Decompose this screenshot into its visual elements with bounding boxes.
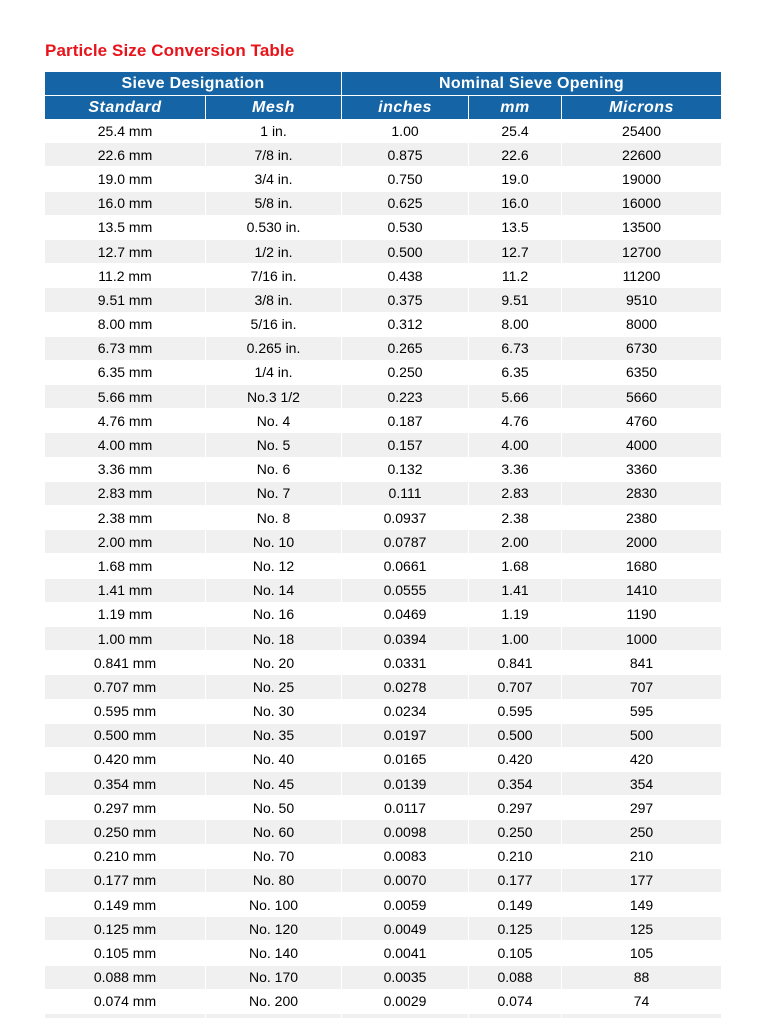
cell-mm: 11.2 <box>469 264 562 288</box>
cell-mesh: No. 10 <box>206 530 342 554</box>
cell-mm: 22.6 <box>469 143 562 167</box>
cell-inches: 0.0035 <box>342 966 469 990</box>
cell-microns: 1190 <box>562 603 721 627</box>
cell-mesh: 1 in. <box>206 119 342 143</box>
cell-inches: 0.157 <box>342 433 469 457</box>
table-row <box>45 893 721 917</box>
cell-mm: 1.00 <box>469 627 562 651</box>
cell-mesh: No. 50 <box>206 796 342 820</box>
cell-inches: 0.312 <box>342 313 469 337</box>
header-column-row <box>45 95 721 119</box>
cell-mm: 0.354 <box>469 772 562 796</box>
cell-microns: 2000 <box>562 530 721 554</box>
table-body <box>45 119 721 1019</box>
cell-inches: 0.0059 <box>342 893 469 917</box>
cell-mesh: No. 18 <box>206 627 342 651</box>
cell-microns: 6730 <box>562 337 721 361</box>
table-row <box>45 143 721 167</box>
cell-standard: 6.35 mm <box>45 361 206 385</box>
cell-standard: 0.354 mm <box>45 772 206 796</box>
cell-inches: 0.438 <box>342 264 469 288</box>
cell-mesh: No. 14 <box>206 579 342 603</box>
cell-mesh: No. 4 <box>206 409 342 433</box>
cell-standard: 2.83 mm <box>45 482 206 506</box>
cell-standard: 5.66 mm <box>45 385 206 409</box>
cell-standard: 4.76 mm <box>45 409 206 433</box>
cell-microns: 25400 <box>562 119 721 143</box>
cell-mesh: 1/4 in. <box>206 361 342 385</box>
table-row <box>45 119 721 143</box>
cell-standard: 1.00 mm <box>45 627 206 651</box>
cell-mm: 16.0 <box>469 192 562 216</box>
cell-mesh: No. 60 <box>206 820 342 844</box>
cell-inches: 0.0197 <box>342 724 469 748</box>
cell-mesh: No. 20 <box>206 651 342 675</box>
cell-microns: 420 <box>562 748 721 772</box>
table-row <box>45 869 721 893</box>
cell-mm: 6.35 <box>469 361 562 385</box>
cell-standard: 0.707 mm <box>45 675 206 699</box>
cell-inches: 0.0278 <box>342 675 469 699</box>
cell-standard: 0.105 mm <box>45 941 206 965</box>
spacer-cell <box>206 1014 342 1019</box>
table-row <box>45 506 721 530</box>
cell-mesh: No. 100 <box>206 893 342 917</box>
table-row <box>45 409 721 433</box>
cell-microns: 88 <box>562 966 721 990</box>
cell-standard: 0.177 mm <box>45 869 206 893</box>
cell-mesh: 1/2 in. <box>206 240 342 264</box>
table-row <box>45 192 721 216</box>
cell-inches: 0.250 <box>342 361 469 385</box>
column-header-mesh: Mesh <box>206 95 342 119</box>
spacer-cell <box>342 1014 469 1019</box>
cell-mm: 5.66 <box>469 385 562 409</box>
cell-mesh: No.3 1/2 <box>206 385 342 409</box>
table-row <box>45 264 721 288</box>
cell-mm: 4.76 <box>469 409 562 433</box>
table-row <box>45 530 721 554</box>
cell-inches: 0.0041 <box>342 941 469 965</box>
cell-inches: 0.750 <box>342 167 469 191</box>
cell-microns: 2830 <box>562 482 721 506</box>
cell-inches: 0.0117 <box>342 796 469 820</box>
cell-inches: 0.0234 <box>342 700 469 724</box>
cell-inches: 0.500 <box>342 240 469 264</box>
cell-inches: 0.530 <box>342 216 469 240</box>
cell-standard: 0.595 mm <box>45 700 206 724</box>
cell-mesh: No. 140 <box>206 941 342 965</box>
cell-microns: 13500 <box>562 216 721 240</box>
cell-microns: 1000 <box>562 627 721 651</box>
cell-standard: 1.68 mm <box>45 554 206 578</box>
table-row <box>45 313 721 337</box>
cell-mm: 0.595 <box>469 700 562 724</box>
cell-inches: 0.0098 <box>342 820 469 844</box>
cell-mesh: No. 16 <box>206 603 342 627</box>
page-title: Particle Size Conversion Table <box>45 41 295 60</box>
cell-mm: 1.41 <box>469 579 562 603</box>
cell-standard: 0.149 mm <box>45 893 206 917</box>
cell-mm: 3.36 <box>469 458 562 482</box>
table-row <box>45 337 721 361</box>
cell-microns: 595 <box>562 700 721 724</box>
spacer-cell <box>469 1014 562 1019</box>
cell-standard: 0.500 mm <box>45 724 206 748</box>
cell-microns: 9510 <box>562 288 721 312</box>
table-row <box>45 917 721 941</box>
cell-mm: 0.210 <box>469 845 562 869</box>
cell-standard: 12.7 mm <box>45 240 206 264</box>
cell-standard: 8.00 mm <box>45 313 206 337</box>
cell-inches: 0.223 <box>342 385 469 409</box>
table-row <box>45 941 721 965</box>
cell-mm: 25.4 <box>469 119 562 143</box>
cell-inches: 0.0165 <box>342 748 469 772</box>
cell-standard: 0.297 mm <box>45 796 206 820</box>
cell-mesh: 0.530 in. <box>206 216 342 240</box>
cell-inches: 0.0555 <box>342 579 469 603</box>
group-sieve-designation: Sieve Designation <box>45 72 342 95</box>
spacer-cell <box>562 1014 721 1019</box>
table-row <box>45 627 721 651</box>
cell-microns: 4760 <box>562 409 721 433</box>
cell-microns: 19000 <box>562 167 721 191</box>
cell-mesh: No. 170 <box>206 966 342 990</box>
cell-mesh: 7/16 in. <box>206 264 342 288</box>
cell-microns: 297 <box>562 796 721 820</box>
cell-standard: 0.088 mm <box>45 966 206 990</box>
column-header-inches: inches <box>342 95 469 119</box>
cell-inches: 0.625 <box>342 192 469 216</box>
cell-standard: 2.38 mm <box>45 506 206 530</box>
cell-mm: 4.00 <box>469 433 562 457</box>
cell-mesh: No. 40 <box>206 748 342 772</box>
cell-mesh: 7/8 in. <box>206 143 342 167</box>
cell-microns: 74 <box>562 990 721 1014</box>
cell-inches: 0.187 <box>342 409 469 433</box>
column-header-standard: Standard <box>45 95 206 119</box>
cell-mesh: No. 25 <box>206 675 342 699</box>
table-row <box>45 385 721 409</box>
cell-microns: 5660 <box>562 385 721 409</box>
cell-mm: 0.841 <box>469 651 562 675</box>
cell-microns: 6350 <box>562 361 721 385</box>
cell-mm: 19.0 <box>469 167 562 191</box>
table-row <box>45 458 721 482</box>
cell-standard: 1.19 mm <box>45 603 206 627</box>
cell-standard: 2.00 mm <box>45 530 206 554</box>
column-header-microns: Microns <box>562 95 721 119</box>
cell-standard: 25.4 mm <box>45 119 206 143</box>
cell-mm: 0.149 <box>469 893 562 917</box>
cell-mesh: No. 8 <box>206 506 342 530</box>
cell-inches: 0.0083 <box>342 845 469 869</box>
cell-inches: 0.265 <box>342 337 469 361</box>
cell-mm: 0.707 <box>469 675 562 699</box>
table-row <box>45 433 721 457</box>
cell-inches: 0.0394 <box>342 627 469 651</box>
cell-mesh: No. 6 <box>206 458 342 482</box>
cell-standard: 0.210 mm <box>45 845 206 869</box>
cell-mm: 0.125 <box>469 917 562 941</box>
cell-mm: 0.500 <box>469 724 562 748</box>
cell-microns: 3360 <box>562 458 721 482</box>
table-row <box>45 990 721 1014</box>
table-row <box>45 288 721 312</box>
cell-microns: 125 <box>562 917 721 941</box>
cell-mesh: No. 200 <box>206 990 342 1014</box>
cell-standard: 9.51 mm <box>45 288 206 312</box>
cell-mm: 0.074 <box>469 990 562 1014</box>
cell-inches: 0.0029 <box>342 990 469 1014</box>
table-row <box>45 579 721 603</box>
cell-standard: 1.41 mm <box>45 579 206 603</box>
group-nominal-sieve-opening: Nominal Sieve Opening <box>342 72 721 95</box>
cell-microns: 4000 <box>562 433 721 457</box>
cell-microns: 250 <box>562 820 721 844</box>
cell-standard: 13.5 mm <box>45 216 206 240</box>
cell-mm: 0.420 <box>469 748 562 772</box>
cell-mesh: No. 80 <box>206 869 342 893</box>
cell-mm: 12.7 <box>469 240 562 264</box>
table-row <box>45 216 721 240</box>
table-row <box>45 167 721 191</box>
cell-microns: 1410 <box>562 579 721 603</box>
cell-inches: 0.375 <box>342 288 469 312</box>
table-row <box>45 554 721 578</box>
cell-mm: 1.19 <box>469 603 562 627</box>
cell-mm: 1.68 <box>469 554 562 578</box>
cell-standard: 0.125 mm <box>45 917 206 941</box>
table-row <box>45 603 721 627</box>
cell-microns: 11200 <box>562 264 721 288</box>
conversion-table <box>45 72 721 1019</box>
cell-mesh: No. 120 <box>206 917 342 941</box>
table-row <box>45 772 721 796</box>
cell-mm: 0.088 <box>469 966 562 990</box>
cell-microns: 8000 <box>562 313 721 337</box>
cell-standard: 16.0 mm <box>45 192 206 216</box>
cell-microns: 16000 <box>562 192 721 216</box>
cell-inches: 0.0469 <box>342 603 469 627</box>
table-row <box>45 724 721 748</box>
cell-inches: 0.0070 <box>342 869 469 893</box>
cell-standard: 3.36 mm <box>45 458 206 482</box>
cell-microns: 210 <box>562 845 721 869</box>
spacer-cell <box>45 1014 206 1019</box>
cell-standard: 22.6 mm <box>45 143 206 167</box>
table-footer-spacer <box>45 1014 721 1019</box>
cell-inches: 0.132 <box>342 458 469 482</box>
table-row <box>45 240 721 264</box>
cell-inches: 0.0787 <box>342 530 469 554</box>
cell-mesh: No. 30 <box>206 700 342 724</box>
cell-standard: 11.2 mm <box>45 264 206 288</box>
cell-mesh: 5/8 in. <box>206 192 342 216</box>
table-row <box>45 482 721 506</box>
cell-mesh: 3/4 in. <box>206 167 342 191</box>
cell-microns: 149 <box>562 893 721 917</box>
cell-standard: 0.074 mm <box>45 990 206 1014</box>
table-row <box>45 361 721 385</box>
cell-mesh: No. 35 <box>206 724 342 748</box>
cell-mesh: No. 7 <box>206 482 342 506</box>
cell-mm: 2.00 <box>469 530 562 554</box>
cell-mm: 0.297 <box>469 796 562 820</box>
cell-inches: 0.0049 <box>342 917 469 941</box>
cell-inches: 0.111 <box>342 482 469 506</box>
cell-mesh: No. 70 <box>206 845 342 869</box>
table-row <box>45 796 721 820</box>
cell-mesh: No. 5 <box>206 433 342 457</box>
cell-standard: 0.841 mm <box>45 651 206 675</box>
cell-mesh: No. 12 <box>206 554 342 578</box>
cell-microns: 105 <box>562 941 721 965</box>
cell-mm: 0.177 <box>469 869 562 893</box>
table-row <box>45 675 721 699</box>
cell-microns: 12700 <box>562 240 721 264</box>
cell-microns: 354 <box>562 772 721 796</box>
cell-microns: 2380 <box>562 506 721 530</box>
cell-standard: 0.420 mm <box>45 748 206 772</box>
cell-mesh: No. 45 <box>206 772 342 796</box>
cell-standard: 6.73 mm <box>45 337 206 361</box>
table-header <box>45 72 721 119</box>
header-group-row <box>45 72 721 95</box>
cell-microns: 177 <box>562 869 721 893</box>
cell-mm: 6.73 <box>469 337 562 361</box>
cell-mesh: 5/16 in. <box>206 313 342 337</box>
cell-microns: 707 <box>562 675 721 699</box>
cell-microns: 1680 <box>562 554 721 578</box>
cell-mm: 9.51 <box>469 288 562 312</box>
cell-mesh: 3/8 in. <box>206 288 342 312</box>
column-header-mm: mm <box>469 95 562 119</box>
cell-mm: 0.105 <box>469 941 562 965</box>
cell-standard: 0.250 mm <box>45 820 206 844</box>
cell-standard: 4.00 mm <box>45 433 206 457</box>
cell-inches: 0.0937 <box>342 506 469 530</box>
cell-mm: 0.250 <box>469 820 562 844</box>
cell-inches: 0.875 <box>342 143 469 167</box>
cell-inches: 0.0139 <box>342 772 469 796</box>
table-row <box>45 748 721 772</box>
cell-microns: 841 <box>562 651 721 675</box>
cell-inches: 1.00 <box>342 119 469 143</box>
cell-inches: 0.0661 <box>342 554 469 578</box>
table-row <box>45 820 721 844</box>
cell-mm: 13.5 <box>469 216 562 240</box>
cell-mm: 2.38 <box>469 506 562 530</box>
cell-microns: 500 <box>562 724 721 748</box>
cell-inches: 0.0331 <box>342 651 469 675</box>
table-row <box>45 651 721 675</box>
cell-mm: 2.83 <box>469 482 562 506</box>
cell-microns: 22600 <box>562 143 721 167</box>
cell-mesh: 0.265 in. <box>206 337 342 361</box>
cell-standard: 19.0 mm <box>45 167 206 191</box>
table-row <box>45 845 721 869</box>
table-row <box>45 966 721 990</box>
table-row <box>45 700 721 724</box>
cell-mm: 8.00 <box>469 313 562 337</box>
